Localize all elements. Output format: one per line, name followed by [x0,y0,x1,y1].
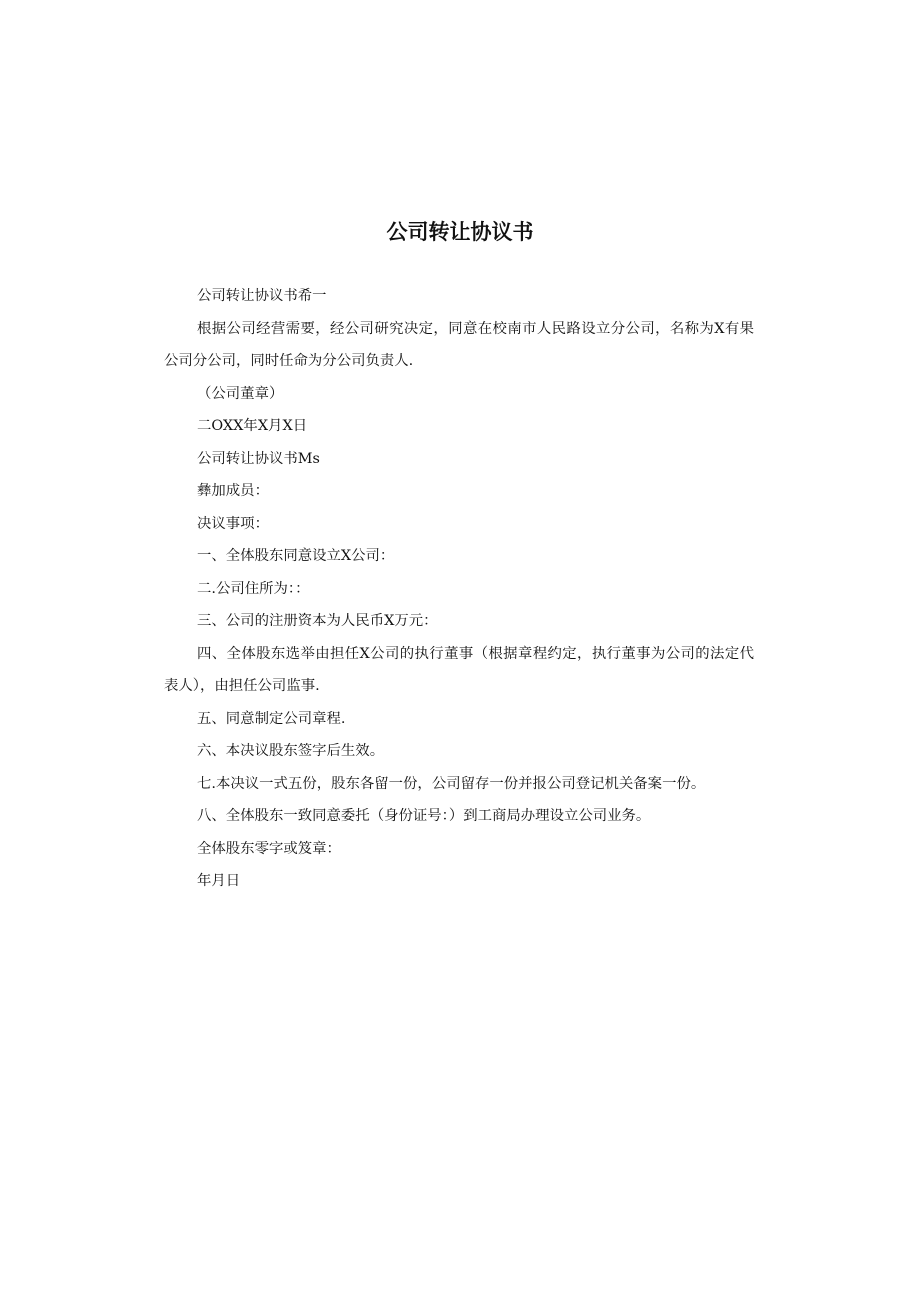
paragraph-company-seal: （公司董章） [197,385,284,402]
document-title: 公司转让协议书 [386,220,534,244]
resolution-item-4: 四、全体股东选举由担任X公司的执行董事（根据章程约定，执行董事为公司的法定代表人），由担任公司监事. [164,645,754,694]
resolution-item-1: 一、全体股东同意设立X公司： [197,548,395,564]
resolution-item-6: 六、本决议股东签字后生效。 [197,743,385,759]
resolution-item-2: 二.公司住所为：： [197,580,310,597]
document-body [164,280,754,898]
paragraph-subheading: 公司转让协议书Ms [197,450,320,467]
resolution-item-7: 七.本决议一式五份，股东各留一份，公司留存一份并报公司登记机关备案一份。 [197,775,706,792]
resolution-item-3: 三、公司的注册资本为人民币X万元： [197,613,438,629]
resolution-item-8: 八、全体股东一致同意委托（身份证号：）到工商局办理设立公司业务。 [197,808,651,824]
paragraph-signature-date: 年月日 [197,873,241,889]
resolution-item-5: 五、同意制定公司章程. [197,710,346,727]
paragraph-date: 二OXX年X月X日 [197,418,308,434]
paragraph-members: 彝加成员： [197,483,269,499]
paragraph-signature: 全体股东零字或笈章： [197,840,341,857]
paragraph-decision: 根据公司经营需要，经公司研究决定，同意在校南市人民路设立分公司，名称为X有果公司分公司，同时任命为分公司负责人. [164,320,754,369]
paragraph-resolutions-label: 决议事项： [197,515,269,532]
paragraph-heading: 公司转让协议书希一 [197,288,327,304]
